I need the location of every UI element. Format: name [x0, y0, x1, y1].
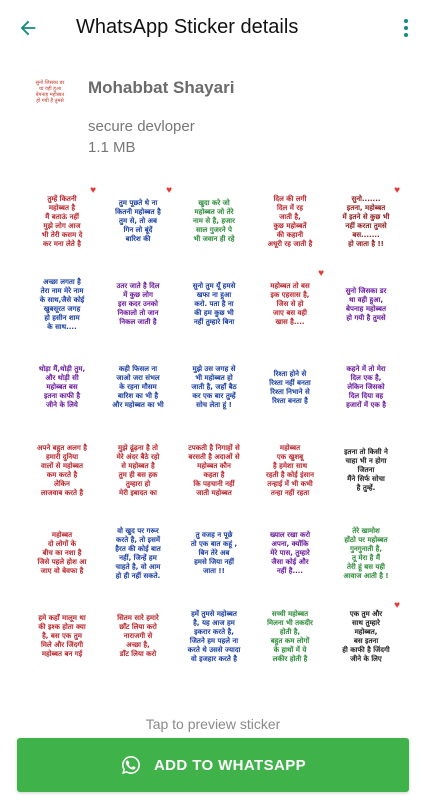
sticker-text: लकीर होती है	[272, 654, 308, 663]
sticker-text: से महोब्बत है	[121, 461, 155, 470]
sticker-item[interactable]	[328, 263, 404, 346]
sticker-text: भी जवान ही रहे	[193, 235, 235, 243]
sticker-text: जाओ जरा संभल	[116, 374, 160, 382]
sticker-text: महोब्बत बस	[46, 383, 78, 391]
sticker-text: वो खुद पर गरूर	[117, 526, 159, 535]
sticker-text: निकालो तो जान	[117, 309, 159, 317]
sticker-text: की कहानी	[276, 230, 304, 239]
sticker-text: निकल जाती है	[119, 318, 157, 326]
heart-icon: ♥	[394, 185, 400, 196]
sticker-text: महोब्बत है	[48, 203, 76, 212]
sticker-text: लेकिन जिसको	[347, 383, 385, 391]
sticker-text: होती है,	[279, 627, 301, 636]
sticker-item[interactable]	[176, 429, 252, 512]
sticker-text: हजारों में एक है	[346, 401, 386, 409]
sticker-text: कि पहचानी नहीं	[193, 479, 235, 488]
sticker-text: जैसा कोई और	[271, 558, 309, 566]
sticker-text: तन्हाई में भी कभी	[267, 479, 313, 488]
sticker-text: दो लोगों के	[47, 540, 77, 548]
sticker-text: वालों से महोब्बत	[40, 461, 84, 470]
sticker-text: ख्याल रखा करो	[269, 531, 311, 539]
sticker-item[interactable]	[328, 595, 404, 678]
sticker-item[interactable]	[24, 512, 100, 595]
sticker-text: चाहा भी न होगा	[345, 457, 387, 465]
add-to-whatsapp-label: ADD TO WHATSAPP	[153, 756, 307, 774]
sticker-text: टपकती है निगाहों से	[188, 443, 240, 452]
sticker-text: मुझे ढूंढ़ना है तो	[118, 443, 158, 452]
sticker-text: भी महोब्बत हो	[195, 374, 233, 382]
sticker-text: अच्छा लगता है	[43, 277, 81, 286]
sticker-text: जाता !!	[203, 567, 225, 575]
sticker-text: मेरे पास, तुम्हारे	[270, 549, 310, 557]
sticker-item[interactable]	[100, 263, 176, 346]
add-to-whatsapp-button[interactable]	[17, 738, 409, 792]
pack-size: 1.1 MB	[88, 139, 136, 156]
sticker-item[interactable]	[24, 263, 100, 346]
sticker-text: की हम कुछ भी	[194, 309, 234, 317]
sticker-text: तन्हा नहीं रहता	[270, 488, 310, 497]
sticker-text: और महोब्बत का भी	[112, 401, 164, 409]
sticker-text: जाए बस वही	[273, 309, 307, 317]
back-button[interactable]	[14, 14, 42, 42]
sticker-text: के साथ....	[47, 322, 77, 331]
more-options-button[interactable]	[396, 14, 416, 42]
sticker-item[interactable]	[176, 595, 252, 678]
sticker-text: सितम सारे हमारे	[117, 614, 159, 622]
sticker-text: जाती है, जहाँ बैठ	[191, 383, 237, 391]
sticker-text: बस इतना	[353, 636, 379, 645]
sticker-text: हैरत की कोई बात	[115, 544, 161, 553]
sticker-text: मुझे उस जगह से	[192, 365, 236, 373]
sticker-text: नाम से है, हजार	[193, 217, 235, 225]
sticker-text: कहने में तो मेरा	[346, 365, 386, 373]
sticker-item[interactable]	[252, 595, 328, 678]
sticker-text: करो. पता है ना	[194, 300, 234, 308]
page-title: WhatsApp Sticker details	[76, 16, 299, 38]
sticker-text: मेरे अंदर बैठे रहो	[116, 452, 160, 461]
sticker-item[interactable]	[24, 595, 100, 678]
sticker-item[interactable]	[328, 512, 404, 595]
sticker-text: इस कदर उनको	[118, 300, 158, 308]
sticker-text: जाए वो बेवफा है	[40, 567, 84, 575]
sticker-text: गुनगुनाती है,	[349, 544, 383, 553]
sticker-text: इतना काफी है	[43, 392, 81, 400]
sticker-text: कहता है	[203, 470, 225, 479]
sticker-text: अपने बहुत अलग है	[37, 443, 87, 452]
sticker-text: आवाज आती है !	[343, 571, 389, 580]
sticker-text: ही काफी है जिंदगी	[342, 645, 390, 654]
sticker-text: तु वजह न पूछे	[195, 531, 233, 539]
sticker-text: दिल एक है,	[350, 374, 382, 382]
sticker-text: सच्ची महोब्बत	[271, 609, 309, 618]
sticker-item[interactable]	[100, 595, 176, 678]
sticker-item[interactable]	[24, 429, 100, 512]
sticker-item[interactable]	[100, 180, 176, 263]
sticker-text: बरसती है अदाओं से	[188, 452, 240, 461]
sticker-text: लेकिन	[54, 479, 70, 488]
sticker-text: हो गयी है तुमसे	[346, 313, 386, 322]
sticker-text: जीने के लिये	[46, 401, 78, 409]
sticker-text: कर मना लेते है	[43, 239, 81, 248]
sticker-text: बारिश का भी है	[117, 392, 159, 400]
sticker-text: अधूरी रह जाती है	[267, 239, 313, 248]
sticker-text: हो जाता है !!	[348, 239, 384, 248]
sticker-text: महोब्बत कौन	[197, 461, 231, 470]
sticker-text: लाजवाब करते है	[40, 488, 84, 497]
sticker-text: नहीं, जिन्हें हम	[119, 553, 157, 562]
sticker-item[interactable]	[176, 346, 252, 429]
sticker-text: महोब्बत जो तेरे	[194, 208, 234, 216]
sticker-item[interactable]	[176, 512, 252, 595]
heart-icon: ♥	[394, 600, 400, 611]
sticker-text: हमसे जिया नहीं	[194, 558, 234, 566]
sticker-text: दिल की लगी	[273, 194, 307, 203]
sticker-item[interactable]	[252, 180, 328, 263]
sticker-text: कर एक बार तुम्हें	[192, 392, 236, 400]
sticker-text: इतना, महोब्बत	[346, 203, 386, 212]
sticker-text: साल गुजरने पे	[195, 226, 233, 234]
sticker-text: एक तुम और	[349, 609, 383, 618]
sticker-text: जितने हम पहले ना	[189, 636, 239, 645]
sticker-text: थोड़ा मैं,थोड़ी तुम,	[38, 365, 86, 373]
sticker-text: इकरार करते है,	[194, 627, 234, 636]
sticker-text: मिले और जिंदगी	[40, 641, 84, 649]
sticker-text: महोब्बत,	[354, 627, 378, 636]
sticker-text: के रहना मौसम	[119, 383, 157, 391]
sticker-item[interactable]	[176, 263, 252, 346]
sticker-text: सुनो तुम यूँ हमसे	[192, 282, 236, 290]
pack-publisher: secure devloper	[88, 118, 195, 135]
sticker-text: नहीं करता तुमसे	[345, 221, 387, 230]
sticker-text: तेरे खामोश	[352, 526, 380, 535]
sticker-text: इतना तो किसी ने	[344, 448, 388, 456]
sticker-text: हो ही नहीं सकते.	[115, 571, 161, 580]
sticker-text: हमे कहाँ मालूम था	[38, 614, 86, 622]
sticker-item[interactable]	[252, 429, 328, 512]
sticker-text: है तुम्हें.	[356, 484, 376, 492]
sticker-item[interactable]	[176, 180, 252, 263]
whatsapp-icon	[120, 754, 142, 776]
sticker-text: मैंने सिर्फ सोचा	[347, 475, 385, 483]
sticker-text: में कुछ लोग	[123, 291, 153, 299]
sticker-text: में इतने से कुछ भी	[342, 212, 390, 221]
sticker-text: तुम ही बस हक	[118, 470, 158, 479]
sticker-item[interactable]	[252, 346, 328, 429]
sticker-grid	[24, 180, 404, 680]
sticker-text: कुछ महोब्बतें	[273, 221, 307, 230]
pack-tray-icon: सुनो जिसका डर था वही हुआ बेपनाह महोब्बत हो गयी है तुमसे	[35, 80, 65, 104]
sticker-text: मिलना भी तकदीर	[267, 618, 313, 627]
sticker-text: होंठो पर महोब्बत	[344, 535, 388, 544]
sticker-item[interactable]	[100, 512, 176, 595]
sticker-item[interactable]	[100, 429, 176, 512]
sticker-item[interactable]	[328, 346, 404, 429]
sticker-text: महोब्बत तो बस	[270, 282, 310, 290]
sticker-text: तुम से, तो अब	[118, 217, 158, 225]
sticker-text: एक खुशबू	[276, 452, 304, 461]
sticker-text: अपना, क्योंकि	[271, 540, 309, 548]
sticker-text: चाहते है, वो आम	[115, 562, 161, 571]
sticker-text: मैं बताऊं नहीं	[45, 212, 79, 221]
sticker-text: है, बस एक तुम	[42, 632, 82, 640]
sticker-text: रिश्ता निभाने से	[270, 387, 310, 396]
sticker-text: वो इजहार करते है	[191, 654, 237, 663]
sticker-text: सुनो.......	[351, 194, 381, 203]
sticker-text: की इश्क होता क्या	[38, 623, 86, 631]
sticker-text: दिल में रह	[277, 203, 303, 212]
sticker-text: महोब्बत बन गई	[41, 650, 83, 658]
sticker-text: हमारी दुनिया	[45, 452, 79, 461]
sticker-text: कम करते है	[46, 470, 78, 479]
sticker-text: करते है, तो इसमें	[115, 535, 161, 544]
sticker-text: रहती है कोई इंसान	[266, 470, 314, 479]
heart-icon: ♥	[166, 185, 172, 196]
sticker-text: महोब्बत	[51, 531, 73, 539]
sticker-text: है हमेशा साथ	[272, 461, 308, 470]
pack-name: Mohabbat Shayari	[88, 78, 235, 97]
arrow-left-icon	[17, 17, 39, 39]
sticker-text: नाराजगी से	[123, 632, 153, 640]
sticker-text: कितनी महोब्बत है	[115, 208, 161, 216]
sticker-text: बारिश की	[125, 235, 151, 243]
sticker-text: हो हसीन शाम	[44, 313, 80, 322]
sticker-text: सुनो जिसका डर	[345, 286, 387, 295]
sticker-text: मुझे लोग आज	[43, 221, 81, 230]
sticker-text: बिन तेरे अब	[198, 549, 230, 557]
heart-icon: ♥	[318, 268, 324, 279]
sticker-text: रिश्ता बनता है	[272, 396, 308, 405]
sticker-text: तुम पूछते थे ना	[118, 199, 158, 207]
sticker-text: है, यह आज हम	[193, 618, 235, 627]
sticker-item[interactable]	[252, 512, 328, 595]
sticker-item[interactable]	[328, 429, 404, 512]
sticker-text: डाँट लिया करो	[119, 650, 157, 658]
app-bar	[0, 0, 426, 56]
sticker-text: खुबसूरत जगह	[43, 304, 81, 313]
sticker-text: बहुत कम लोगों	[270, 636, 310, 645]
preview-hint: Tap to preview sticker	[145, 716, 281, 732]
sticker-text: खफा ना हुआ	[196, 291, 232, 299]
sticker-text: मेरी इबादत का	[119, 488, 157, 497]
sticker-text: जिस से हो	[276, 300, 304, 308]
sticker-text: तू मेरा है मैं	[351, 553, 381, 562]
sticker-text: बस.......	[352, 230, 380, 239]
sticker-text: भी तेरी कसम दे	[41, 230, 83, 239]
sticker-text: हमें तुमसे महोब्बत	[191, 609, 237, 618]
sticker-text: गिन लो बूंदें	[123, 226, 153, 234]
sticker-text: खुदा करे जो	[198, 199, 230, 207]
sticker-text: सोच लेता हूं !	[196, 401, 232, 409]
sticker-text: के साथ,जैसे कोई	[39, 295, 85, 304]
sticker-text: दिल दिया वह	[348, 392, 384, 400]
sticker-text: जाती है,	[279, 212, 301, 221]
sticker-text: उतर जाते है दिल	[116, 282, 160, 290]
sticker-text: तो एक बात कहूं ,	[190, 540, 238, 548]
sticker-text: जीने के लिए	[350, 654, 382, 663]
sticker-text: साथ तुम्हारे	[352, 618, 380, 627]
sticker-text: महोब्बत	[279, 443, 301, 452]
sticker-item[interactable]	[328, 180, 404, 263]
sticker-text: तुम्हें कितनी	[47, 194, 77, 203]
sticker-text: जिसे पहले होश आ	[37, 558, 87, 566]
more-vert-icon	[404, 19, 408, 23]
sticker-text: जाती महोब्बत	[196, 488, 232, 497]
sticker-text: खास है....	[275, 318, 305, 326]
sticker-item[interactable]	[24, 180, 100, 263]
sticker-text: बेपनाह महोब्बत	[346, 304, 386, 313]
sticker-text: और थोड़ी सी	[45, 374, 79, 382]
sticker-text: तुम्हारा हो	[125, 479, 151, 488]
sticker-text: छाँट लिया करो	[119, 623, 157, 631]
sticker-text: कही फिसल ना	[118, 365, 158, 373]
heart-icon: ♥	[90, 185, 96, 196]
sticker-text: जितना	[357, 466, 375, 474]
sticker-text: इक एहसास है,	[270, 291, 310, 299]
sticker-text: के हाथों में ये	[273, 645, 307, 654]
sticker-text: नहीं है....	[276, 567, 304, 575]
sticker-text: था वही हुआ,	[348, 295, 384, 304]
sticker-item[interactable]	[100, 346, 176, 429]
sticker-text: तेरा नाम मेरे नाम	[40, 286, 84, 295]
sticker-text: नहीं तुम्हारे बिना	[193, 318, 235, 326]
sticker-text: रिश्ता नहीं बनता	[269, 378, 311, 387]
sticker-text: अच्छा है,	[126, 641, 150, 649]
sticker-item[interactable]	[252, 263, 328, 346]
sticker-text: तेरी हूं बस यही	[346, 562, 385, 571]
sticker-text: रिश्ता होने से	[273, 369, 307, 378]
sticker-item[interactable]	[24, 346, 100, 429]
sticker-text: बीच का नशा है	[42, 549, 82, 557]
sticker-text: करते थे उससे ज्यादा	[187, 645, 241, 654]
